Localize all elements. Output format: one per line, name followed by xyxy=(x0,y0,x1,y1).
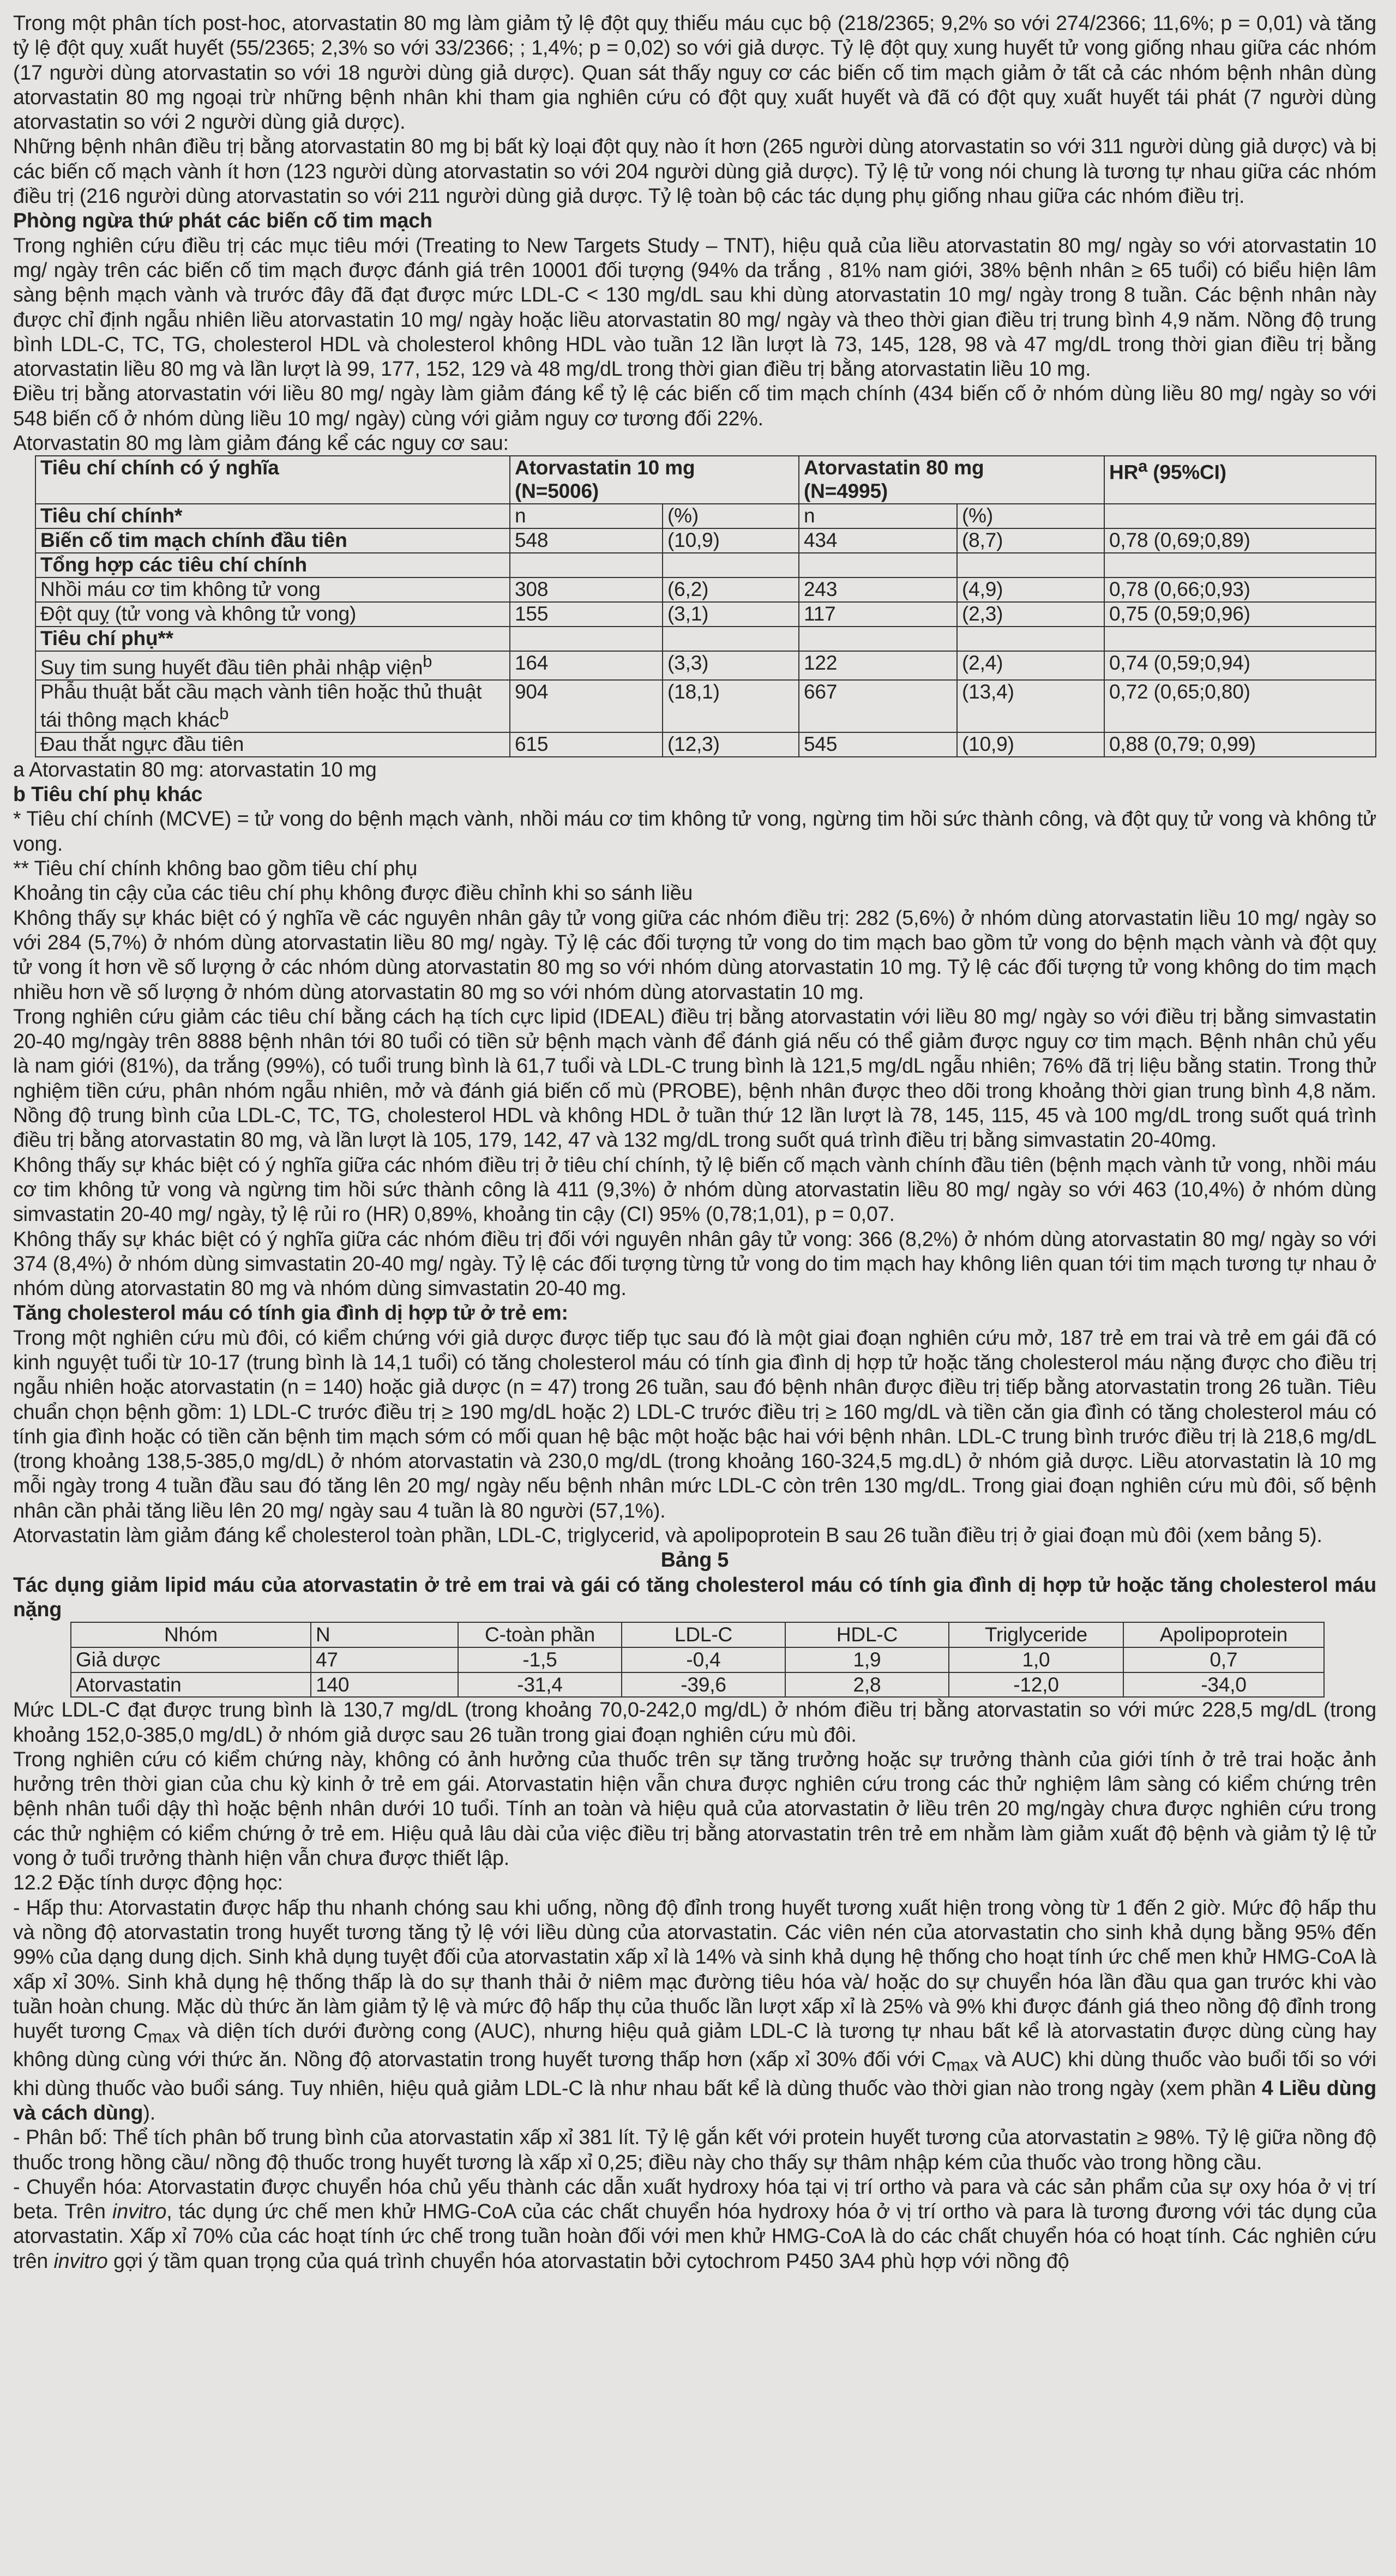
row-label-text: Tiêu chí phụ** xyxy=(40,627,173,649)
absorption-text-2: và diện tích dưới đường cong (AUC), nhưng hiệu quả giảm LDL-C là tương tự nhau bất kể là atorvastatin được dùng cùng hay không dùng cùng với thức ăn. Nồng độ atorvastatin trong huyết tương thấp hơn (xấp xỉ 30% đối với C xyxy=(13,2019,1376,2071)
table5-header-apo: Apolipoprotein xyxy=(1123,1622,1324,1647)
header-atorvastatin-80-label: Atorvastatin 80 mg xyxy=(804,456,984,479)
paragraph-pediatric-lipid: Atorvastatin làm giảm đáng kể cholesterol toàn phần, LDL-C, triglycerid, và apolipoprotein B sau 26 tuần điều trị ở giai đoạn mù đôi (xem bảng 5). xyxy=(13,1524,1322,1547)
absorption-text-3: và AUC) khi dùng thuốc vào buổi tối so với khi dùng thuốc vào buổi sáng. Tuy nhiên, hiệu quả giảm LDL-C là như nhau bất kể là dùng thuốc vào thời gian nào trong ngày (xem phần xyxy=(13,2048,1376,2099)
header-hr-ci: (95%CI) xyxy=(1147,461,1226,484)
endpoint-table-body xyxy=(35,528,1376,757)
table5-cell: -31,4 xyxy=(458,1672,622,1698)
metabolism-text-1: - Chuyển hóa: Atorvastatin được chuyển hóa chủ yếu thành các dẫn xuất hydroxy hóa tại vị trí ortho và para và các sản phẩm của sự oxy hóa ở vị trí beta. Trên xyxy=(13,2175,1376,2223)
table5-cell: Giả dược xyxy=(71,1647,311,1672)
header-criteria: Tiêu chí chính có ý nghĩa xyxy=(35,456,510,504)
cell-hazard-ratio: 0,74 (0,59;0,94) xyxy=(1104,651,1376,680)
cell-pct-10mg: (12,3) xyxy=(663,732,799,757)
metabolism-text-2: , tác dụng ức chế men khử HMG-CoA của các chất chuyển hóa hydroxy hóa ở vị trí ortho và para là tương đương với tác dụng của atorvastatin. Xấp xỉ 70% của các hoạt tính ức chế trong tuần hoàn đối với men khử HMG-CoA là do các chất chuyển hóa có hoạt tính. Các nghiên cứu trên xyxy=(13,2200,1376,2272)
paragraph-growth-effects: Trong nghiên cứu có kiểm chứng này, không có ảnh hưởng của thuốc trên sự tăng trưởng hoặc sự trưởng thành của giới tính ở trẻ trai hoặc ảnh hưởng trên thời gian của chu kỳ kinh ở trẻ em gái. Atorvastatin hiện vẫn chưa được nghiên cứu trong các thử nghiệm lâm sàng có kiểm chứng trên bệnh nhân tuổi dậy thì hoặc bệnh nhân dưới 10 tuổi. Tính an toàn và hiệu quả của atorvastatin ở liều trên 20 mg/ngày chưa được nghiên cứu trong các thử nghiệm có kiểm chứng ở trẻ em. Hiệu quả lâu dài của việc điều trị bằng atorvastatin trên trẻ em nhằm làm giảm xuất độ bệnh và giảm tỷ lệ tử vong ở tuổi trưởng thành hiện vẫn chưa được thiết lập. xyxy=(13,1747,1376,1870)
paragraph-tnt-result: Điều trị bằng atorvastatin với liều 80 mg/ ngày làm giảm đáng kể tỷ lệ các biến cố tim mạch chính (434 biến cố ở nhóm dùng liều 80 mg/ ngày so với 548 biến cố ở nhóm dùng liều 10 mg/ ngày) cùng với giảm nguy cơ tương đối 22%. xyxy=(13,382,1376,430)
table-subheader-row xyxy=(35,504,1376,528)
cell-pct-10mg xyxy=(663,627,799,651)
table5-cell: 140 xyxy=(311,1672,458,1698)
endpoint-table xyxy=(35,455,1376,757)
row-label-sup: b xyxy=(423,651,432,671)
table5-row-atorvastatin xyxy=(71,1672,1324,1698)
absorption-text-1: - Hấp thu: Atorvastatin được hấp thu nhanh chóng sau khi uống, nồng độ đỉnh trong huyết tương xuất hiện trong vòng từ 1 đến 2 giờ. Mức độ hấp thu và nồng độ atorvastatin trong huyết tương tăng tỷ lệ với liều dùng của atorvastatin. Các viên nén của atorvastatin cho sinh khả dụng bằng 95% đến 99% của dạng dung dịch. Sinh khả dụng tuyệt đối của atorvastatin xấp xỉ là 14% và sinh khả dụng hệ thống cho hoạt tính ức chế men khử HMG-CoA là xấp xỉ 30%. Sinh khả dụng hệ thống thấp là do sự thanh thải ở niêm mạc đường tiêu hóa và/ hoặc do sự chuyển hóa lần đầu qua gan trước khi vào tuần hoàn chung. Mặc dù thức ăn làm giảm tỷ lệ và mức độ hấp thụ của thuốc lần lượt xấp xỉ là 25% và 9% khi được đánh giá theo nồng độ đỉnh trong huyết tương C xyxy=(13,1895,1377,2043)
row-label-text: Đau thắt ngực đầu tiên xyxy=(40,732,244,755)
table-row xyxy=(35,553,1376,577)
table5-title: Tác dụng giảm lipid máu của atorvastatin ở trẻ em trai và gái có tăng cholesterol máu có tính gia đình dị hợp tử hoặc tăng cholesterol máu nặng xyxy=(13,1573,1376,1621)
row-label xyxy=(35,553,510,577)
table-row xyxy=(35,528,1376,553)
cell-pct-10mg: (3,3) xyxy=(663,651,799,680)
cell-n-10mg: 615 xyxy=(510,732,663,757)
row-label-text: Tổng hợp các tiêu chí chính xyxy=(40,553,307,576)
cell-pct-10mg: (10,9) xyxy=(663,528,799,553)
heading-secondary-prevention: Phòng ngừa thứ phát các biến cố tim mạch xyxy=(13,209,432,232)
cell-n-10mg: 155 xyxy=(510,602,663,627)
cell-n-10mg: 548 xyxy=(510,528,663,553)
cell-pct-10mg: (18,1) xyxy=(663,680,799,732)
paragraph-ideal-study: Trong nghiên cứu giảm các tiêu chí bằng cách hạ tích cực lipid (IDEAL) điều trị bằng atorvastatin với liều 80 mg/ ngày so với điều trị bằng simvastatin 20-40 mg/ngày trên 8888 bệnh nhân tới 80 tuổi có tiền sử bệnh mạch vành để đánh giá nếu có thể giảm được nguy cơ tim mạch. Bệnh nhân chủ yếu là nam giới (81%), da trắng (99%), có tuổi trung bình là 61,7 tuổi và LDL-C trung bình là 121,5 mg/dL ngẫu nhiên; 76% đã trị liệu bằng statin. Trong thử nghiệm tiền cứu, phân nhóm ngẫu nhiên, mở và đánh giá biến cố mù (PROBE), bệnh nhân được theo dõi trong khoảng thời gian trung bình 4,8 năm. Nồng độ trung bình của LDL-C, TC, TG, cholesterol HDL và không HDL ở tuần thứ 12 lần lượt là 78, 145, 115, 45 và 100 mg/dL trong suốt quá trình điều trị bằng atorvastatin 80 mg, và lần lượt là 105, 179, 142, 47 và 132 mg/dL trong suốt quá trình điều trị bằng simvastatin 20-40mg. xyxy=(13,1004,1376,1152)
paragraph-ldl-achieved: Mức LDL-C đạt được trung bình là 130,7 mg/dL (trong khoảng 70,0-242,0 mg/dL) ở nhóm điều trị bằng atorvastatin so với mức 228,5 mg/dL (trong khoảng 152,0-385,0 mg/dL) ở nhóm giả dược sau 26 tuần trong giai đoạn nghiên cứu mù đôi. xyxy=(13,1698,1376,1746)
table5-cell: 0,7 xyxy=(1123,1647,1324,1672)
dosage-section-ref: 4 Liều dùng và cách dùng xyxy=(13,2076,1377,2124)
row-label xyxy=(35,680,510,732)
heading-pharmacokinetics: 12.2 Đặc tính dược động học: xyxy=(13,1871,283,1894)
paragraph-absorption xyxy=(13,1895,1376,2126)
table5-header-hdl: HDL-C xyxy=(785,1622,949,1647)
row-label xyxy=(35,602,510,627)
footnote-ci: Khoảng tin cậy của các tiêu chí phụ không được điều chỉnh khi so sánh liều xyxy=(13,881,693,905)
subheader-n1: n xyxy=(510,504,663,528)
table5-header-tc: C-toàn phần xyxy=(458,1622,622,1647)
table5-cell: 1,9 xyxy=(785,1647,949,1672)
header-atorvastatin-80-n: (N=4995) xyxy=(804,480,888,503)
header-hr-sup: a xyxy=(1138,456,1148,476)
row-label xyxy=(35,732,510,757)
cell-n-80mg: 243 xyxy=(799,577,957,602)
cell-n-10mg: 308 xyxy=(510,577,663,602)
cell-n-80mg: 545 xyxy=(799,732,957,757)
paragraph-tnt-study: Trong nghiên cứu điều trị các mục tiêu mới (Treating to New Targets Study – TNT), hiệu quả của liều atorvastatin 80 mg/ ngày so với atorvastatin 10 mg/ ngày trên các biến cố tim mạch được đánh giá trên 10001 đối tượng (94% da trắng , 81% nam giới, 38% bệnh nhân ≥ 65 tuổi) có biểu hiện lâm sàng bệnh mạch vành và trước đây đã đạt được mức LDL-C < 130 mg/dL sau khi dùng atorvastatin 10 mg/ ngày trong 8 tuần. Các bệnh nhân này được chỉ định ngẫu nhiên liều atorvastatin 10 mg/ ngày hoặc liều atorvastatin 80 mg/ ngày và theo thời gian điều trị trung bình 4,9 năm. Nồng độ trung bình LDL-C, TC, TG, cholesterol HDL và cholesterol không HDL vào tuần 12 lần lượt là 73, 145, 128, 98 và 47 mg/dL trong thời gian điều trị bằng atorvastatin liều 80 mg và lần lượt là 99, 177, 152, 129 và 48 mg/dL trong thời gian điều trị bằng atorvastatin liều 10 mg. xyxy=(13,233,1376,381)
subheader-pct2: (%) xyxy=(957,504,1104,528)
cell-pct-10mg: (3,1) xyxy=(663,602,799,627)
paragraph-ideal-primary: Không thấy sự khác biệt có ý nghĩa giữa các nhóm điều trị ở tiêu chí chính, tỷ lệ biến cố mạch vành chính đầu tiên (bệnh mạch vành tử vong, nhồi máu cơ tim không tử vong và ngừng tim hồi sức thành công là 411 (9,3%) ở nhóm dùng atorvastatin liều 80 mg/ ngày so với 463 (10,4%) ở nhóm dùng simvastatin 20-40 mg/ ngày, tỷ lệ rủi ro (HR) 0,89%, khoảng tin cậy (CI) 95% (0,78;1,01), p = 0,07. xyxy=(13,1153,1376,1226)
table5-header-ldl: LDL-C xyxy=(622,1622,785,1647)
cell-n-10mg xyxy=(510,553,663,577)
row-label xyxy=(35,577,510,602)
cell-n-10mg xyxy=(510,627,663,651)
cell-n-10mg: 164 xyxy=(510,651,663,680)
cell-n-80mg: 434 xyxy=(799,528,957,553)
row-label-text: Nhồi máu cơ tim không tử vong xyxy=(40,577,321,600)
table5-cell: -39,6 xyxy=(622,1672,785,1698)
row-label-text: Suy tim sung huyết đầu tiên phải nhập viện xyxy=(40,655,423,678)
cell-pct-10mg xyxy=(663,553,799,577)
heading-pediatric: Tăng cholesterol máu có tính gia đình dị hợp tử ở trẻ em: xyxy=(13,1301,568,1325)
subheader-n2: n xyxy=(799,504,957,528)
cell-pct-80mg: (8,7) xyxy=(957,528,1104,553)
cell-n-80mg: 117 xyxy=(799,602,957,627)
table5-number: Bảng 5 xyxy=(660,1548,729,1572)
cmax-sub-2: max xyxy=(946,2055,978,2075)
paragraph-metabolism xyxy=(13,2175,1376,2273)
subheader-pct1: (%) xyxy=(663,504,799,528)
cell-n-80mg xyxy=(799,553,957,577)
table5-cell: -34,0 xyxy=(1123,1672,1324,1698)
row-label-text: Đột quỵ (tử vong và không tử vong) xyxy=(40,602,357,625)
row-label-text: Phẫu thuật bắt cầu mạch vành tiên hoặc thủ thuật tái thông mạch khác xyxy=(40,680,482,731)
footnote-b: b Tiêu chí phụ khác xyxy=(13,783,203,806)
paragraph-mortality: Không thấy sự khác biệt có ý nghĩa về các nguyên nhân gây tử vong giữa các nhóm điều trị: 282 (5,6%) ở nhóm dùng atorvastatin liều 10 mg/ ngày so với 284 (5,7%) ở nhóm dùng atorvastatin liều 80 mg/ ngày. Tỷ lệ các đối tượng tử vong do tim mạch bao gồm tử vong do bệnh mạch vành và đột quỵ tử vong ít hơn về số lượng ở các nhóm dùng atorvastatin 80 mg so với nhóm dùng atorvastatin 10 mg. Tỷ lệ các đối tượng tử vong không do tim mạch nhiều hơn về số lượng ở nhóm dùng atorvastatin 80 mg so với nhóm dùng atorvastatin 10 mg. xyxy=(13,906,1376,1003)
table-header-row xyxy=(35,456,1376,504)
table-row xyxy=(35,627,1376,651)
cell-n-80mg: 122 xyxy=(799,651,957,680)
table5-header-n: N xyxy=(311,1622,458,1647)
table-row xyxy=(35,680,1376,732)
cell-n-80mg xyxy=(799,627,957,651)
cell-hazard-ratio: 0,88 (0,79; 0,99) xyxy=(1104,732,1376,757)
table-row xyxy=(35,577,1376,602)
table5-header-row xyxy=(71,1622,1324,1647)
cell-hazard-ratio: 0,75 (0,59;0,96) xyxy=(1104,602,1376,627)
table5-cell: 2,8 xyxy=(785,1672,949,1698)
absorption-text-4: ). xyxy=(143,2100,156,2124)
pediatric-lipid-table xyxy=(70,1622,1325,1698)
row-label xyxy=(35,528,510,553)
row-label-text: Biến cố tim mạch chính đầu tiên xyxy=(40,529,347,552)
table5-row-placebo xyxy=(71,1647,1324,1672)
paragraph-risk-intro: Atorvastatin 80 mg làm giảm đáng kể các nguy cơ sau: xyxy=(13,431,509,455)
subheader-hr xyxy=(1104,504,1376,528)
cell-n-80mg: 667 xyxy=(799,680,957,732)
invitro-italic-2: invitro xyxy=(53,2249,108,2272)
header-atorvastatin-80 xyxy=(799,456,1104,504)
table5-header-group: Nhóm xyxy=(71,1622,311,1647)
cell-hazard-ratio: 0,78 (0,66;0,93) xyxy=(1104,577,1376,602)
table-row xyxy=(35,602,1376,627)
cell-pct-80mg: (2,3) xyxy=(957,602,1104,627)
invitro-italic-1: invitro xyxy=(112,2200,167,2223)
header-atorvastatin-10 xyxy=(510,456,799,504)
subheader-primary: Tiêu chí chính* xyxy=(35,504,510,528)
paragraph-distribution: - Phân bố: Thể tích phân bố trung bình của atorvastatin xấp xỉ 381 lít. Tỷ lệ gắn kết với protein huyết tương của atorvastatin ≥ 98%. Tỷ lệ giữa nồng độ thuốc trong hồng cầu/ nồng độ thuốc trong huyết tương là xấp xỉ 0,25; điều này cho thấy sự thâm nhập kém của thuốc vào trong hồng cầu. xyxy=(13,2126,1376,2174)
paragraph-ideal-mortality: Không thấy sự khác biệt có ý nghĩa giữa các nhóm điều trị đối với nguyên nhân gây tử vong: 366 (8,2%) ở nhóm dùng atorvastatin 80 mg/ ngày so với 374 (8,4%) ở nhóm dùng simvastatin 20-40 mg/ ngày. Tỷ lệ các đối tượng từng tử vong do tim mạch hay không liên quan tới tim mạch tương tự nhau ở nhóm dùng atorvastatin 80 mg và nhóm dùng simvastatin 20-40 mg. xyxy=(13,1227,1376,1300)
cell-pct-80mg: (4,9) xyxy=(957,577,1104,602)
paragraph-pediatric-study: Trong một nghiên cứu mù đôi, có kiểm chứng với giả dược được tiếp tục sau đó là một giai đoạn nghiên cứu mở, 187 trẻ em trai và trẻ em gái đã có kinh nguyệt tuổi từ 10-17 (trung bình là 14,1 tuổi) có tăng cholesterol máu có tính gia đình dị hợp tử hoặc tăng cholesterol máu nặng được cho điều trị ngẫu nhiên hoặc atorvastatin (n = 140) hoặc giả dược (n = 47) trong 26 tuần, sau đó bệnh nhân được điều trị tiếp bằng atorvastatin trong 26 tuần. Tiêu chuẩn chọn bệnh gồm: 1) LDL-C trước điều trị ≥ 190 mg/dL hoặc 2) LDL-C trước điều trị ≥ 160 mg/dL và tiền căn gia đình có tăng cholesterol máu có tính gia đình hoặc có tiền căn bệnh tim mạch sớm có mối quan hệ bậc một hoặc bậc hai với bệnh nhân. LDL-C trung bình trước điều trị là 218,6 mg/dL (trong khoảng 138,5-385,0 mg/dL) ở nhóm atorvastatin và 230,0 mg/dL (trong khoảng 160-324,5 mg.dL) ở nhóm giả dược. Liều atorvastatin là 10 mg mỗi ngày trong 4 tuần đầu sau đó tăng lên 20 mg/ ngày nếu bệnh nhân mức LDL-C còn trên 130 mg/dL. Trong giai đoạn nghiên cứu mù đôi, số bệnh nhân cần phải tăng liều lên 20 mg/ ngày sau 4 tuần là 80 người (57,1%). xyxy=(13,1326,1376,1522)
cell-n-10mg: 904 xyxy=(510,680,663,732)
table-row xyxy=(35,651,1376,680)
row-label xyxy=(35,627,510,651)
cell-hazard-ratio xyxy=(1104,627,1376,651)
footnote-primary: * Tiêu chí chính (MCVE) = tử vong do bệnh mạch vành, nhồi máu cơ tim không tử vong, ngừng tim hồi sức thành công, và đột quỵ tử vong và không tử vong. xyxy=(13,807,1376,855)
row-label xyxy=(35,651,510,680)
header-atorvastatin-10-label: Atorvastatin 10 mg xyxy=(515,456,695,479)
cell-pct-80mg: (13,4) xyxy=(957,680,1104,732)
cell-pct-10mg: (6,2) xyxy=(663,577,799,602)
footnote-secondary: ** Tiêu chí chính không bao gồm tiêu chí phụ xyxy=(13,857,418,880)
table5-cell: -0,4 xyxy=(622,1647,785,1672)
row-label-sup: b xyxy=(219,703,229,723)
table5-cell: -12,0 xyxy=(949,1672,1123,1698)
header-hr-label: HR xyxy=(1109,461,1139,484)
table5-cell: 1,0 xyxy=(949,1647,1123,1672)
header-atorvastatin-10-n: (N=5006) xyxy=(515,480,599,503)
paragraph-post-hoc-stroke: Trong một phân tích post-hoc, atorvastatin 80 mg làm giảm tỷ lệ đột quỵ thiếu máu cục bộ (218/2365; 9,2% so với 274/2366; 11,6%; p = 0,01) và tăng tỷ lệ đột quỵ xuất huyết (55/2365; 2,3% so với 33/2366; ; 1,4%; p = 0,02) so với giả dược. Tỷ lệ đột quỵ xung huyết tử vong giống nhau giữa các nhóm (17 người dùng atorvastatin so với 18 người dùng giả dược). Quan sát thấy nguy cơ các biến cố tim mạch giảm ở tất cả các nhóm bệnh nhân dùng atorvastatin 80 mg ngoại trừ những bệnh nhân khi tham gia nghiên cứu có đột quỵ xuất huyết và đã có đột quỵ xuất huyết tái phát (7 người dùng atorvastatin so với 2 người dùng giả dược). xyxy=(13,11,1376,134)
cell-pct-80mg: (10,9) xyxy=(957,732,1104,757)
metabolism-text-3: gợi ý tầm quan trọng của quá trình chuyển hóa atorvastatin bởi cytochrom P450 3A4 phù hợp với nồng độ xyxy=(107,2249,1069,2272)
cell-pct-80mg: (2,4) xyxy=(957,651,1104,680)
table-row xyxy=(35,732,1376,757)
table5-cell: -1,5 xyxy=(458,1647,622,1672)
cell-hazard-ratio: 0,72 (0,65;0,80) xyxy=(1104,680,1376,732)
table5-cell: Atorvastatin xyxy=(71,1672,311,1698)
cell-hazard-ratio xyxy=(1104,553,1376,577)
table5-cell: 47 xyxy=(311,1647,458,1672)
cell-hazard-ratio: 0,78 (0,69;0,89) xyxy=(1104,528,1376,553)
cmax-sub-1: max xyxy=(148,2027,180,2047)
table5-header-tg: Triglyceride xyxy=(949,1622,1123,1647)
footnote-a: a Atorvastatin 80 mg: atorvastatin 10 mg xyxy=(13,757,377,781)
header-hazard-ratio xyxy=(1104,456,1376,504)
paragraph-stroke-events: Những bệnh nhân điều trị bằng atorvastatin 80 mg bị bất kỳ loại đột quỵ nào ít hơn (265 người dùng atorvastatin so với 311 người dùng giả dược) và bị các biến cố mạch vành ít hơn (123 người dùng atorvastatin so với 204 người dùng giả dược). Tỷ lệ tử vong nói chung là tương tự nhau giữa các nhóm điều trị (216 người dùng atorvastatin so với 211 người dùng giả dược. Tỷ lệ toàn bộ các tác dụng phụ giống nhau giữa các nhóm điều trị. xyxy=(13,135,1376,208)
cell-pct-80mg xyxy=(957,553,1104,577)
cell-pct-80mg xyxy=(957,627,1104,651)
